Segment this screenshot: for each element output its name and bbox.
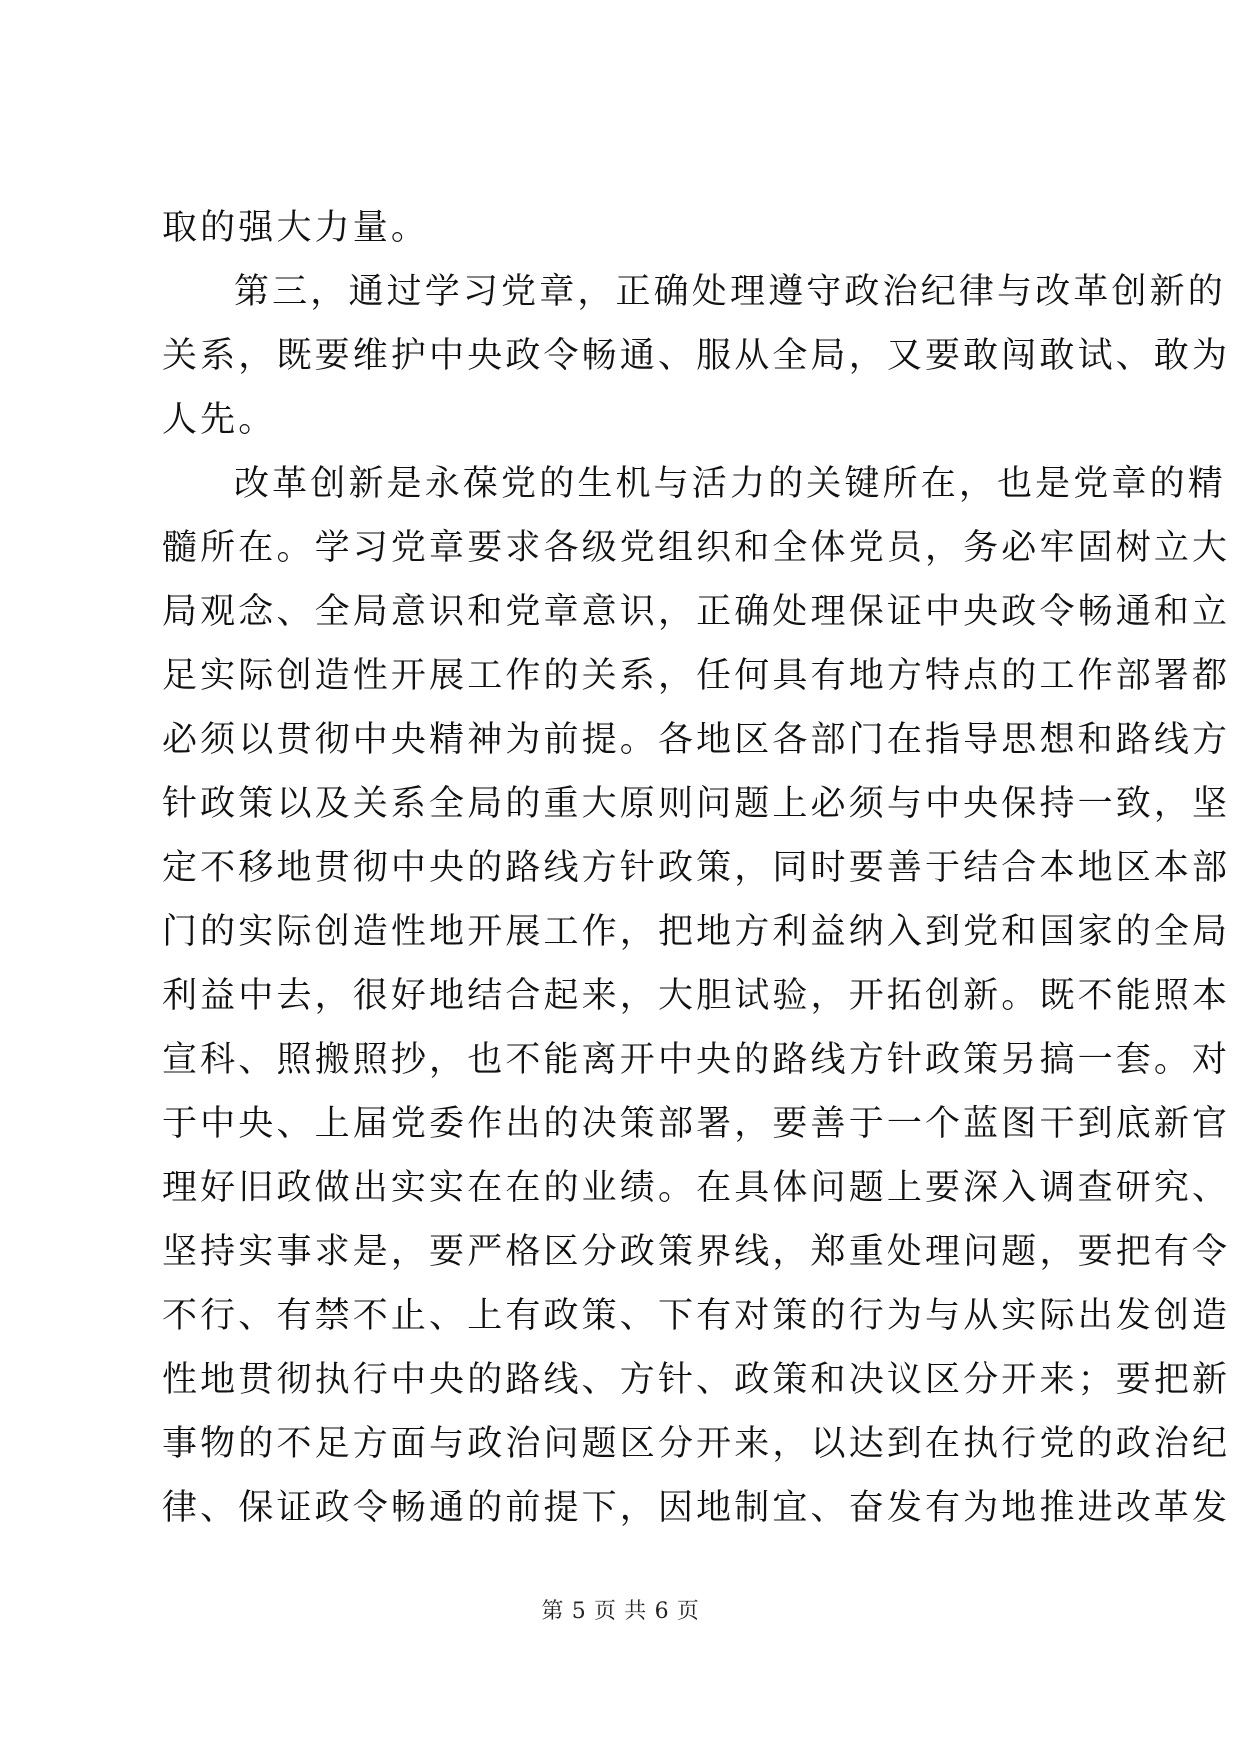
text-line: 利益中去，很好地结合起来，大胆试验，开拓创新。既不能照本 [162,976,1231,1016]
text-line: 宣科、照搬照抄，也不能离开中央的路线方针政策另搞一套。对 [162,1040,1231,1080]
text-line: 足实际创造性开展工作的关系，任何具有地方特点的工作部署都 [162,656,1231,696]
text-line: 必须以贯彻中央精神为前提。各地区各部门在指导思想和路线方 [162,720,1231,760]
text-line: 人先。 [162,400,277,440]
page-number: 第 5 页 共 6 页 [541,1599,700,1624]
body-text [162,196,1231,1540]
text-line: 局观念、全局意识和党章意识，正确处理保证中央政令畅通和立 [162,592,1231,632]
text-line: 针政策以及关系全局的重大原则问题上必须与中央保持一致，坚 [162,784,1231,824]
text-line: 于中央、上届党委作出的决策部署，要善于一个蓝图干到底新官 [162,1104,1231,1144]
text-line: 理好旧政做出实实在在的业绩。在具体问题上要深入调查研究、 [162,1168,1231,1208]
text-line: 律、保证政令畅通的前提下，因地制宜、奋发有为地推进改革发 [162,1488,1231,1528]
text-line: 事物的不足方面与政治问题区分开来，以达到在执行党的政治纪 [162,1424,1231,1464]
page-footer [0,1597,1241,1627]
paragraph-start-line: 改革创新是永葆党的生机与活力的关键所在，也是党章的精 [234,464,1226,504]
text-line: 取的强大力量。 [162,208,430,248]
text-line: 门的实际创造性地开展工作，把地方利益纳入到党和国家的全局 [162,912,1231,952]
paragraph-start-line: 第三，通过学习党章，正确处理遵守政治纪律与改革创新的 [234,272,1226,312]
text-line: 髓所在。学习党章要求各级党组织和全体党员，务必牢固树立大 [162,528,1231,568]
text-line: 不行、有禁不止、上有政策、下有对策的行为与从实际出发创造 [162,1296,1231,1336]
text-line: 关系，既要维护中央政令畅通、服从全局，又要敢闯敢试、敢为 [162,336,1231,376]
text-line: 坚持实事求是，要严格区分政策界线，郑重处理问题，要把有令 [162,1232,1231,1272]
text-line: 定不移地贯彻中央的路线方针政策，同时要善于结合本地区本部 [162,848,1231,888]
text-line: 性地贯彻执行中央的路线、方针、政策和决议区分开来；要把新 [162,1360,1231,1400]
